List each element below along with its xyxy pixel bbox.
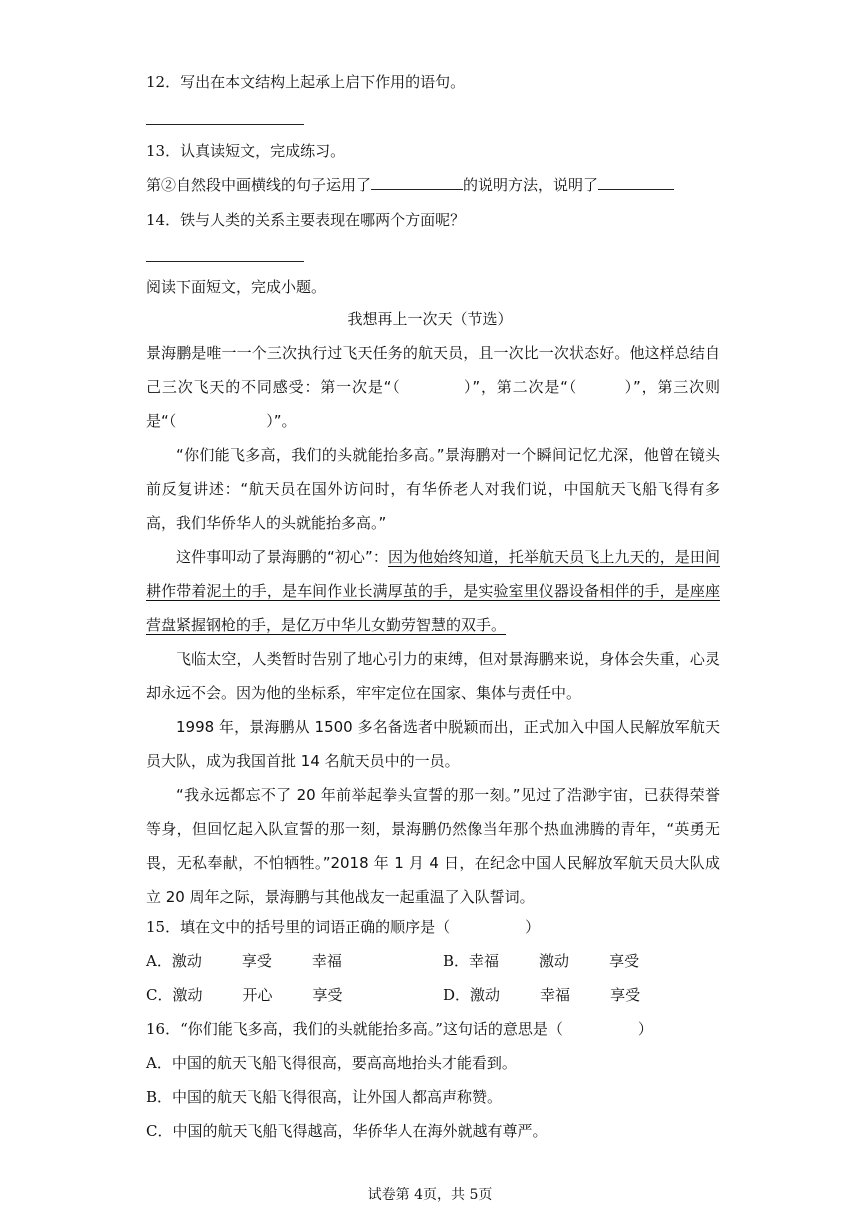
story-paragraph-2: “你们能飞多高，我们的头就能抬多高。”景海鹏对一个瞬间记忆尤深，他曾在镜头前反复讲述：“航天员在国外访问时，有华侨老人对我们说，中国航天飞船飞得有多高，我们华侨华人的头就能抬多高。” xyxy=(146,446,720,532)
q13-prompt-a: 第②自然段中画横线的句子运用了 xyxy=(146,176,372,194)
page-footer: 试卷第 4页，共 5页 xyxy=(367,1187,493,1203)
option-15-a[interactable]: A．激动 享受 幸福 xyxy=(146,952,342,970)
question-13: 13．认真读短文，完成练习。 xyxy=(146,142,346,160)
blank-method[interactable] xyxy=(371,175,463,190)
option-16-c[interactable]: C．中国的航天飞船飞得越高，华侨华人在海外就越有尊严。 xyxy=(146,1122,548,1140)
reading-instructions: 阅读下面短文，完成小题。 xyxy=(146,278,327,296)
option-16-b[interactable]: B．中国的航天飞船飞得很高，让外国人都高声称赞。 xyxy=(146,1088,503,1106)
question-12: 12．写出在本文结构上起承上启下作用的语句。 xyxy=(146,73,466,91)
answer-line-12[interactable] xyxy=(146,124,304,125)
question-13-fill xyxy=(146,175,674,195)
answer-line-14[interactable] xyxy=(146,261,304,262)
q13-prompt-b: 的说明方法，说明了 xyxy=(463,176,599,194)
option-16-a[interactable]: A．中国的航天飞船飞得很高，要高高地抬头才能看到。 xyxy=(146,1054,517,1072)
question-14: 14．铁与人类的关系主要表现在哪两个方面呢？ xyxy=(146,211,466,229)
story-paragraph-1: 景海鹏是唯一一个三次执行过飞天任务的航天员，且一次比一次状态好。他这样总结自己三次飞天的不同感受：第一次是“（ ）”，第二次是“（ ）”，第三次则是“（ ）”。 xyxy=(146,344,720,430)
option-15-d[interactable]: D．激动 幸福 享受 xyxy=(443,986,641,1004)
paragraph-3-lead: 这件事叩动了景海鹏的“初心”： xyxy=(176,548,388,566)
option-15-b[interactable]: B．幸福 激动 享受 xyxy=(443,952,640,970)
story-paragraph-5: 1998 年，景海鹏从 1500 多名备选者中脱颖而出，正式加入中国人民解放军航天员大队，成为我国首批 14 名航天员中的一员。 xyxy=(146,718,720,770)
blank-explain[interactable] xyxy=(598,175,674,190)
story-paragraph-3 xyxy=(146,540,720,642)
story-title: 我想再上一次天（节选） xyxy=(347,310,513,328)
question-15: 15．填在文中的括号里的词语正确的顺序是（ ） xyxy=(146,918,541,936)
story-paragraph-6: “我永远都忘不了 20 年前举起拳头宣誓的那一刻。”见过了浩渺宇宙，已获得荣誉等身，但回忆起入队宣誓的那一刻，景海鹏仍然像当年那个热血沸腾的青年，“英勇无畏，无私奉献，不怕牺牲。”2018 年 1 月 4 日，在纪念中国人民解放军航天员大队成立 20 周年之际，景海鹏与其他战友一起重温了入队誓词。 xyxy=(146,786,720,906)
underlined-sentence: 因为他始终知道，托举航天员飞上九天的，是田间耕作带着泥土的手，是车间作业长满厚茧的手，是实验室里仪器设备相伴的手，是座座营盘紧握钢枪的手，是亿万中华儿女勤劳智慧的双手。 xyxy=(146,548,720,634)
option-15-c[interactable]: C．激动 开心 享受 xyxy=(146,986,343,1004)
story-paragraph-4: 飞临太空，人类暂时告别了地心引力的束缚，但对景海鹏来说，身体会失重，心灵却永远不会。因为他的坐标系，牢牢定位在国家、集体与责任中。 xyxy=(146,650,720,702)
question-16: 16．“你们能飞多高，我们的头就能抬多高。”这句话的意思是（ ） xyxy=(146,1020,653,1038)
